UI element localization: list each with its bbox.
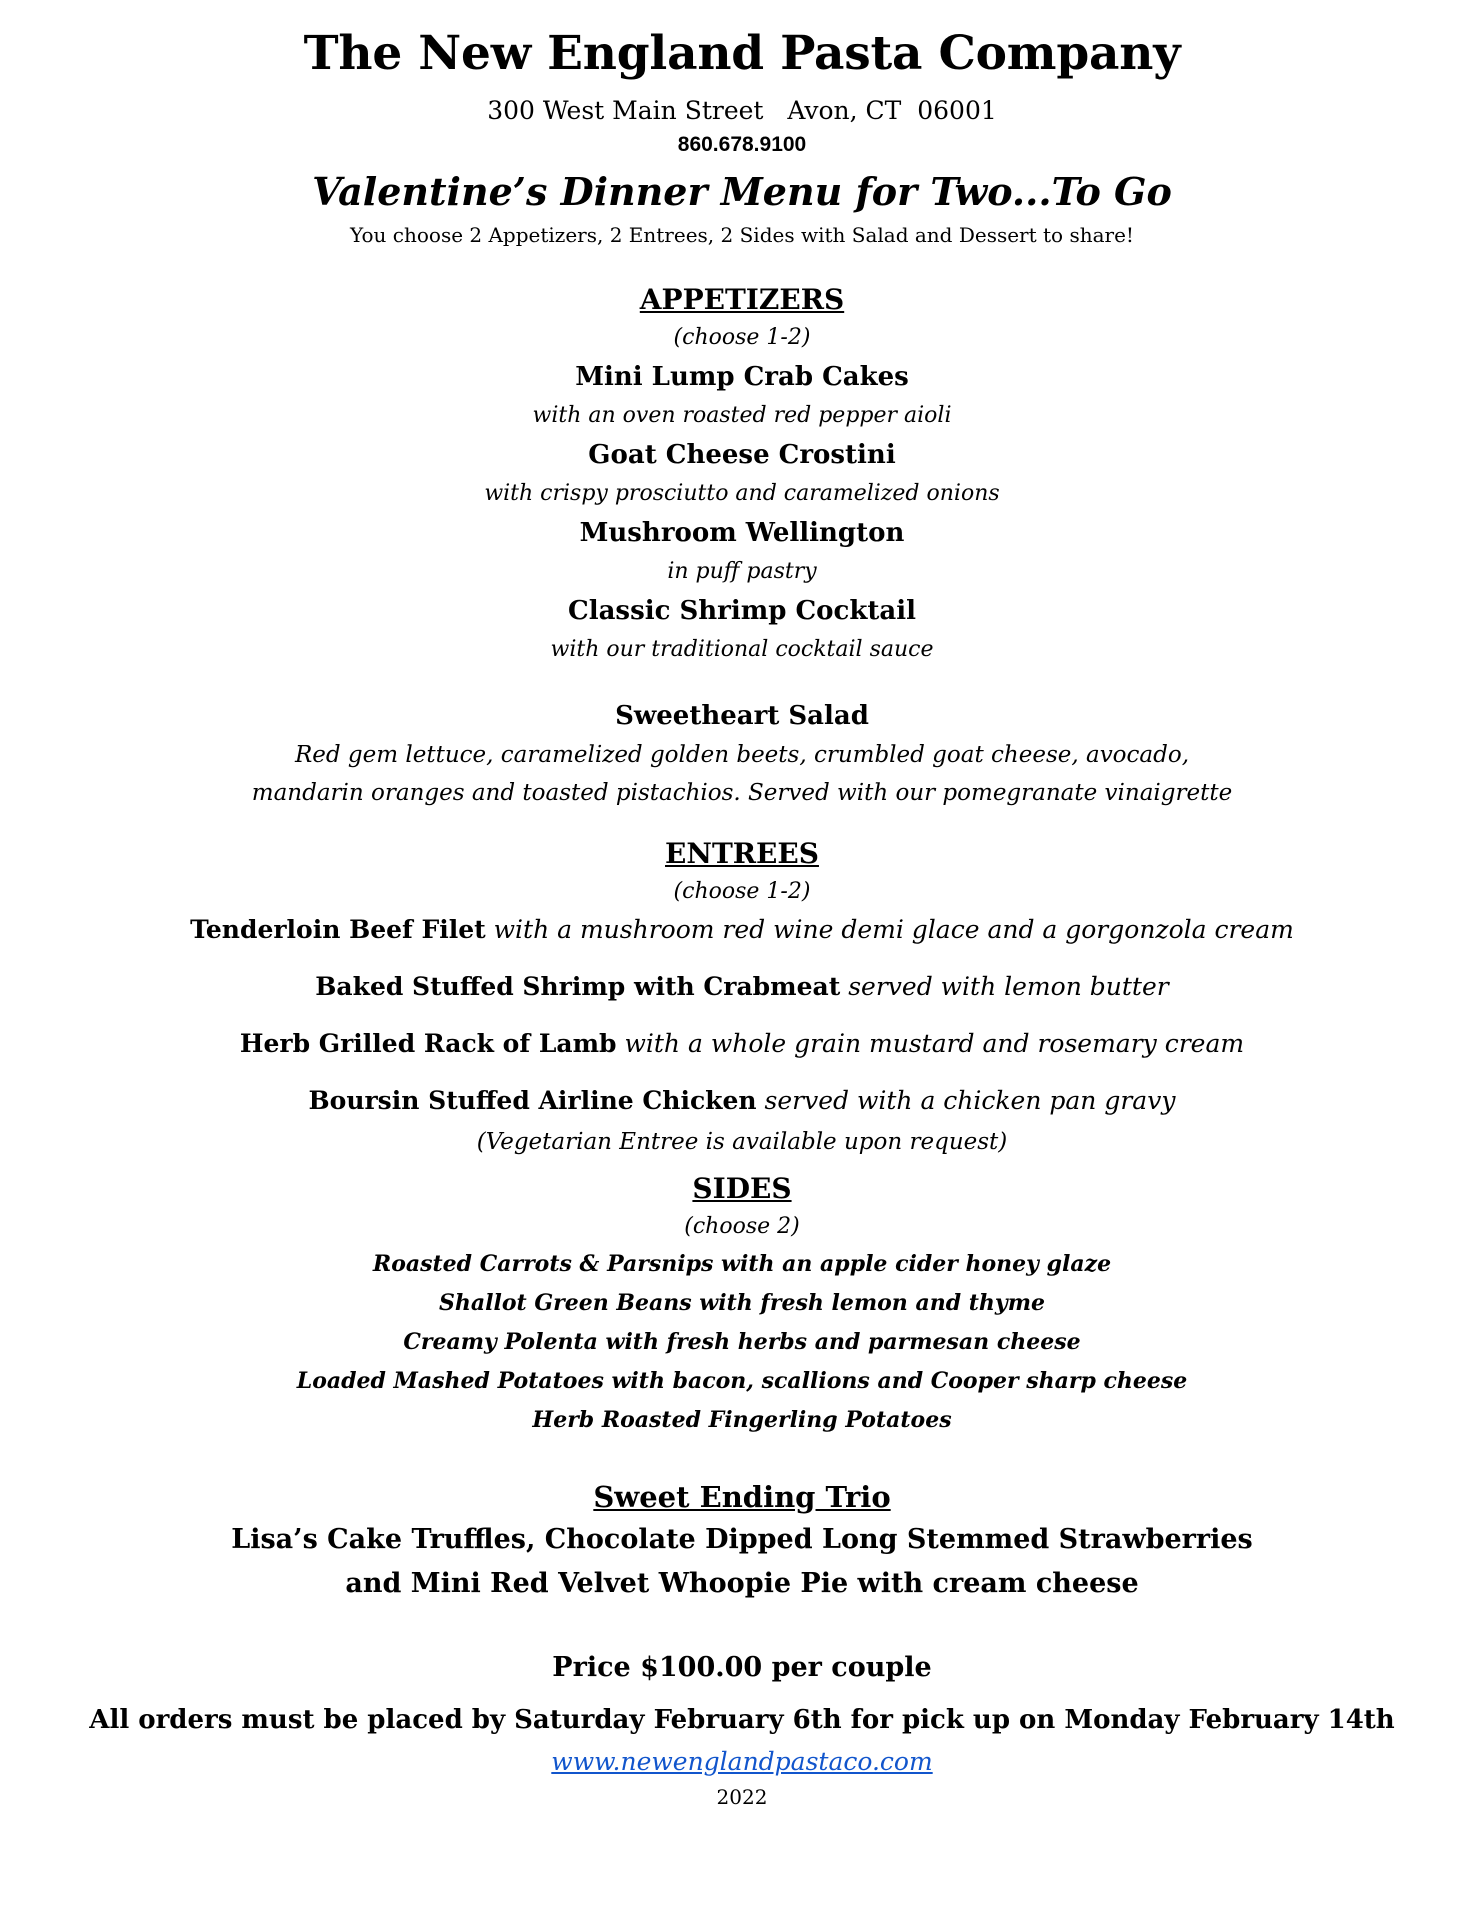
entree-name: Baked Stuffed Shrimp with Crabmeat (315, 972, 841, 1001)
appetizer-description: with an oven roasted red pepper aioli (532, 403, 952, 428)
entree-name: Tenderloin Beef Filet (190, 915, 486, 944)
dessert-section (0, 1476, 1484, 1606)
side-item: Shallot Green Beans with fresh lemon and thyme (439, 1290, 1045, 1316)
restaurant-phone: 860.678.9100 (677, 133, 807, 156)
side-item: Roasted Carrots & Parsnips with an apple cider honey glaze (372, 1251, 1112, 1277)
entree-description: with a mushroom red wine demi glace and a gorgonzola cream (485, 915, 1294, 944)
entree-item (0, 1081, 1484, 1121)
side-item: Loaded Mashed Potatoes with bacon, scallions and Cooper sharp cheese (296, 1368, 1188, 1394)
appetizer-name: Classic Shrimp Cocktail (568, 596, 916, 626)
dessert-heading: Sweet Ending Trio (593, 1480, 891, 1514)
appetizer-description: with crispy prosciutto and caramelized onions (484, 481, 1000, 506)
entree-item (0, 910, 1484, 950)
entree-description: served with a chicken pan gravy (756, 1086, 1176, 1115)
appetizer-item (0, 434, 1484, 512)
dessert-description-line: and Mini Red Velvet Whoopie Pie with cream cheese (345, 1568, 1139, 1599)
sides-choose-note: (choose 2) (684, 1214, 800, 1239)
order-deadline: All orders must be placed by Saturday February 6th for pick up on Monday February 14th (89, 1705, 1395, 1735)
appetizers-heading: APPETIZERS (639, 283, 845, 316)
appetizer-item (0, 590, 1484, 668)
entrees-heading: ENTREES (665, 837, 819, 870)
sides-heading: SIDES (692, 1172, 792, 1205)
year: 2022 (716, 1785, 768, 1809)
restaurant-name: The New England Pasta Company (303, 26, 1181, 81)
side-item: Herb Roasted Fingerling Potatoes (532, 1407, 952, 1433)
side-item: Creamy Polenta with fresh herbs and parmesan cheese (403, 1329, 1081, 1355)
appetizers-choose-note: (choose 1-2) (673, 325, 811, 350)
entree-description: with a whole grain mustard and rosemary cream (616, 1029, 1245, 1058)
vegetarian-note: (Vegetarian Entree is available upon request) (476, 1129, 1008, 1155)
salad-section (0, 696, 1484, 812)
appetizer-item (0, 356, 1484, 434)
appetizer-name: Mushroom Wellington (579, 518, 905, 548)
entrees-section (0, 834, 1484, 1157)
appetizers-section (0, 280, 1484, 668)
appetizer-name: Goat Cheese Crostini (588, 440, 896, 470)
entree-item (0, 967, 1484, 1007)
appetizer-description: with our traditional cocktail sauce (550, 637, 934, 662)
entree-item (0, 1024, 1484, 1064)
dessert-description-line: Lisa’s Cake Truffles, Chocolate Dipped Long Stemmed Strawberries (231, 1524, 1253, 1555)
website-link[interactable]: www.newenglandpastaco.com (551, 1747, 933, 1776)
appetizer-description: in puff pastry (667, 559, 817, 584)
salad-name: Sweetheart Salad (615, 701, 869, 731)
appetizer-item (0, 512, 1484, 590)
restaurant-address: 300 West Main Street Avon, CT 06001 (487, 96, 997, 125)
menu-tagline: You choose 2 Appetizers, 2 Entrees, 2 Sides with Salad and Dessert to share! (350, 223, 1134, 247)
footer (0, 1646, 1484, 1812)
sides-section (0, 1169, 1484, 1440)
menu-title: Valentine’s Dinner Menu for Two...To Go (312, 169, 1172, 214)
price: Price $100.00 per couple (552, 1652, 932, 1683)
entree-name: Herb Grilled Rack of Lamb (239, 1029, 617, 1058)
entree-description: served with lemon butter (840, 972, 1169, 1001)
salad-description-line: mandarin oranges and toasted pistachios. Served with our pomegranate vinaigrette (251, 780, 1233, 806)
salad-description-line: Red gem lettuce, caramelized golden beets, crumbled goat cheese, avocado, (294, 742, 1190, 768)
entrees-choose-note: (choose 1-2) (673, 879, 811, 904)
entree-name: Boursin Stuffed Airline Chicken (308, 1086, 757, 1115)
appetizer-name: Mini Lump Crab Cakes (575, 362, 909, 392)
